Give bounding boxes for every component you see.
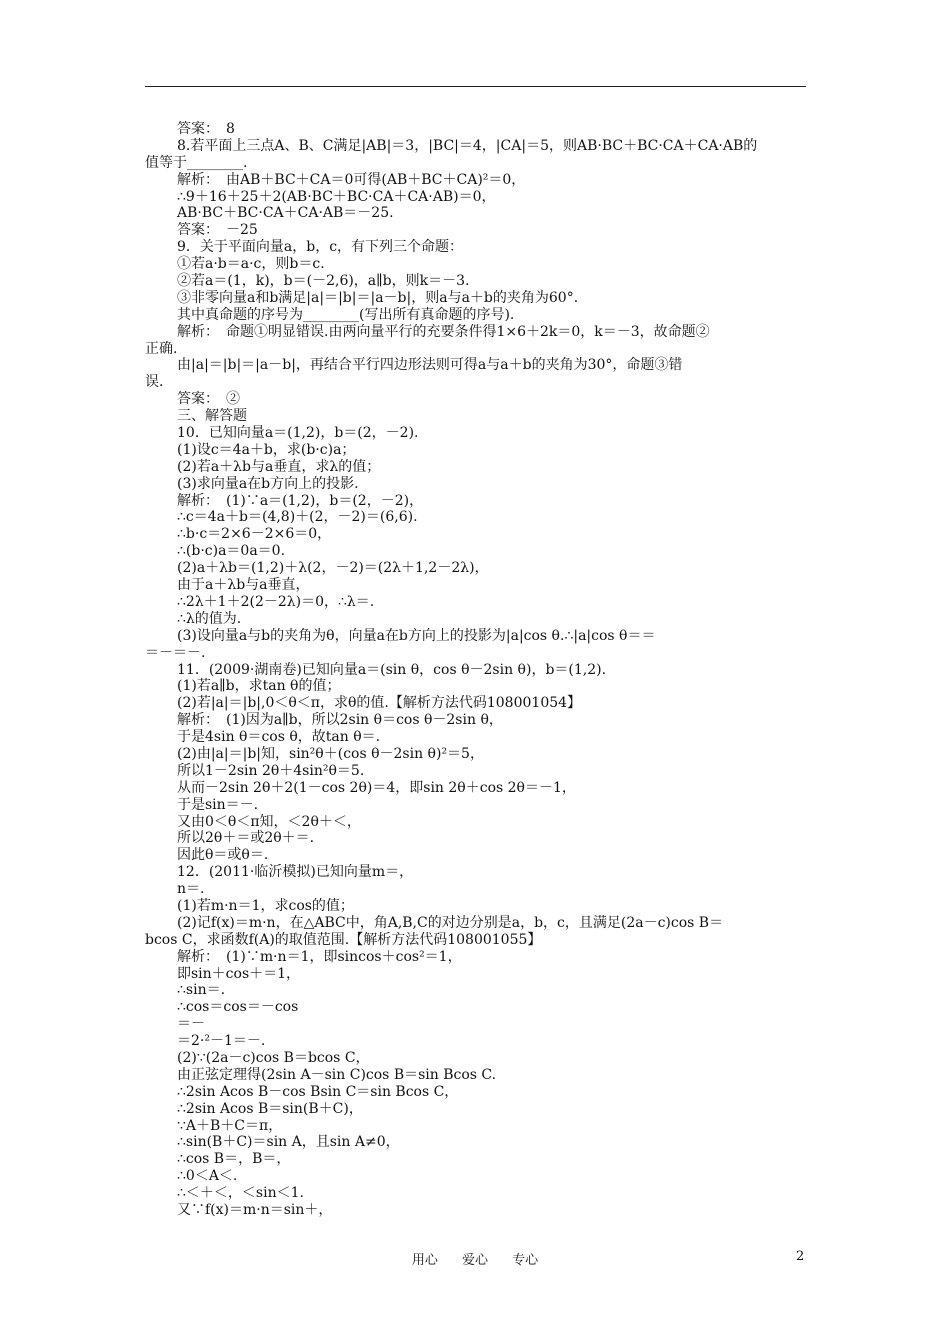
text-line: (3)设向量a与b的夹角为θ，向量a在b方向上的投影为|a|cos θ.∴|a|cos θ＝＝ (177, 627, 656, 644)
text-line: 值等于________. (145, 154, 248, 171)
document-body (145, 121, 806, 1219)
text-line: 所以1－2sin 2θ＋4sin²θ＝5. (177, 762, 365, 779)
text-line: 因此θ＝或θ＝. (177, 847, 269, 864)
text-line: 12．(2011·临沂模拟)已知向量m＝， (177, 864, 414, 881)
text-line: ②若a＝(1，k)，b＝(－2,6)，a∥b，则k＝－3. (177, 273, 470, 290)
text-line: ③非零向量a和b满足|a|＝|b|＝|a－b|，则a与a＋b的夹角为60°. (177, 289, 579, 306)
text-line: bcos C，求函数f(A)的取值范围.【解析方法代码108001055】 (145, 931, 542, 948)
text-line: 解析： 命题①明显错误.由两向量平行的充要条件得1×6＋2k＝0，k＝－3，故命题② (177, 323, 710, 340)
text-line: ∴0＜A＜. (177, 1168, 238, 1185)
text-line: 所以2θ＋＝或2θ＋＝. (177, 830, 315, 847)
text-line: 答案： －25 (177, 222, 258, 239)
footer-slogan: 用心 爱心 专心 (411, 1253, 539, 1268)
text-line: 解析： (1)因为a∥b，所以2sin θ＝cos θ－2sin θ， (177, 712, 503, 729)
text-line: AB·BC＋BC·CA＋CA·AB＝－25. (177, 205, 394, 222)
text-line: ＝2·²－1＝－. (177, 1033, 266, 1050)
text-line: ∴cos＝cos＝－cos (177, 999, 299, 1016)
text-line: ∴λ的值为. (177, 610, 242, 627)
text-line: 于是4sin θ＝cos θ，故tan θ＝. (177, 729, 381, 746)
text-line: 答案： ② (177, 391, 240, 408)
text-line: ∴9＋16＋25＋2(AB·BC＋BC·CA＋CA·AB)＝0， (177, 188, 496, 205)
text-line: ∴2λ＋1＋2(2－2λ)＝0，∴λ＝. (177, 593, 375, 610)
text-line: ∴c＝4a＋b＝(4,8)＋(2，－2)＝(6,6). (177, 509, 418, 526)
text-line: ∴2sin Acos B＝sin(B＋C)， (177, 1100, 363, 1117)
text-line: ＝－ (177, 1016, 205, 1033)
text-line: 正确. (145, 340, 178, 357)
text-line: ∴b·c＝2×6－2×6＝0， (177, 526, 332, 543)
text-line: (2)若|a|＝|b|,0＜θ＜π，求θ的值.【解析方法代码108001054】 (177, 695, 582, 712)
text-line: 即sin＋cos＋＝1， (177, 965, 301, 982)
text-line: 误. (145, 374, 164, 391)
text-line: 11．(2009·湖南卷)已知向量a＝(sin θ，cos θ－2sin θ)，b＝(1,2). (177, 661, 607, 678)
text-line: 答案： 8 (177, 121, 235, 137)
text-line: (1)若a∥b，求tan θ的值； (177, 678, 341, 695)
text-line: ＝－＝－. (145, 644, 206, 661)
text-line: 又由0＜θ＜π知，＜2θ＋＜， (177, 813, 361, 830)
text-line: (3)求向量a在b方向上的投影. (177, 475, 359, 492)
text-line: ①若a·b＝a·c，则b＝c. (177, 256, 325, 273)
text-line: 又∵f(x)＝m·n＝sin＋， (177, 1202, 333, 1218)
text-line: 10．已知向量a＝(1,2)，b＝(2，－2). (177, 425, 419, 442)
text-line: (2)记f(x)＝m·n，在△ABC中，角A,B,C的对边分别是a，b，c，且满足(2a－c)cos B＝ (177, 914, 724, 931)
text-line: (1)若m·n＝1，求cos的值； (177, 897, 354, 914)
text-line: 三、解答题 (177, 408, 247, 425)
text-line: ∴＜＋＜，＜sin＜1. (177, 1185, 304, 1202)
text-line: ∴(b·c)a＝0a＝0. (177, 543, 286, 560)
text-line: 解析： (1)∵a＝(1,2)，b＝(2，－2)， (177, 492, 424, 509)
text-line: 由于a＋λb与a垂直， (177, 577, 310, 594)
text-line: (2)由|a|＝|b|知，sin²θ＋(cos θ－2sin θ)²＝5， (177, 745, 484, 762)
text-line: 解析： 由AB＋BC＋CA＝0可得(AB＋BC＋CA)²＝0， (177, 171, 526, 188)
text-line: (2)∵(2a－c)cos B＝bcos C， (177, 1049, 370, 1066)
text-line: 于是sin＝－. (177, 796, 259, 813)
text-line: 由|a|＝|b|＝|a－b|，再结合平行四边形法则可得a与a＋b的夹角为30°，命题③错 (177, 357, 683, 374)
text-line: (1)设c＝4a＋b，求(b·c)a； (177, 441, 356, 458)
text-line: ∵A＋B＋C＝π， (177, 1117, 283, 1134)
text-line: 8.若平面上三点A、B、C满足|AB|＝3，|BC|＝4，|CA|＝5，则AB·BC＋BC·CA＋CA·AB的 (177, 137, 758, 154)
page-number: 2 (796, 1249, 805, 1264)
text-line: ∴sin＝. (177, 982, 226, 999)
text-line: (2)a＋λb＝(1,2)＋λ(2，－2)＝(2λ＋1,2－2λ)， (177, 560, 489, 577)
text-line: (2)若a＋λb与a垂直，求λ的值； (177, 458, 381, 475)
text-line: n＝. (177, 881, 205, 898)
text-line: ∴cos B＝，B＝， (177, 1151, 291, 1168)
text-line: 其中真命题的序号为________(写出所有真命题的序号). (177, 306, 515, 323)
text-line: ∴2sin Acos B－cos Bsin C＝sin Bcos C， (177, 1083, 459, 1100)
text-line: 从而－2sin 2θ＋2(1－cos 2θ)＝4，即sin 2θ＋cos 2θ＝－1， (177, 779, 576, 796)
text-line: ∴sin(B＋C)＝sin A，且sin A≠0， (177, 1134, 400, 1151)
text-line: 解析： (1)∵m·n＝1，即sincos＋cos²＝1， (177, 948, 462, 965)
header-rule (145, 86, 806, 87)
text-line: 由正弦定理得(2sin A－sin C)cos B＝sin Bcos C. (177, 1066, 497, 1083)
text-line: 9．关于平面向量a，b，c，有下列三个命题： (177, 239, 464, 256)
